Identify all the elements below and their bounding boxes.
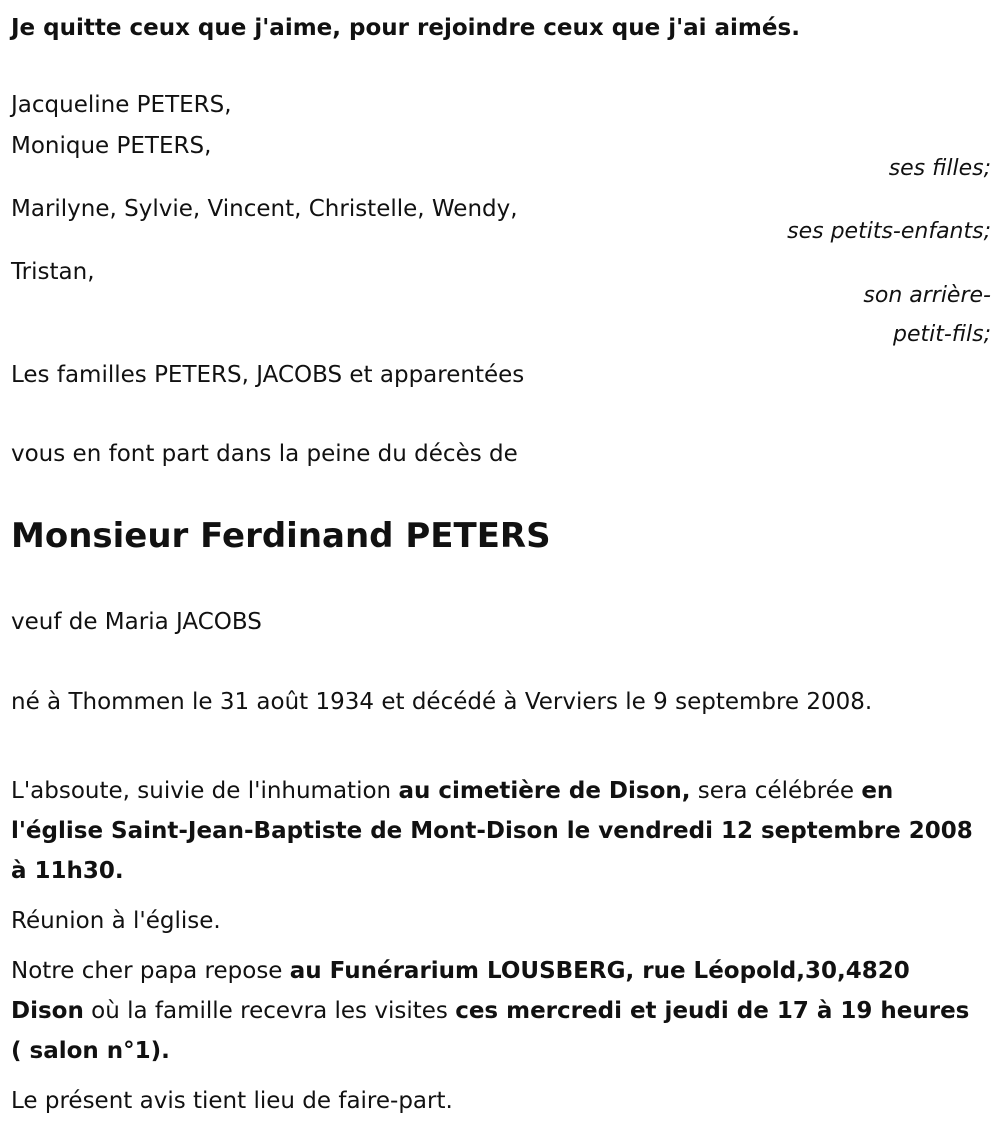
reunion-line: Réunion à l'église. xyxy=(11,908,221,934)
closing-line: Le présent avis tient lieu de faire-part. xyxy=(11,1088,453,1114)
widower-line: veuf de Maria JACOBS xyxy=(11,609,262,635)
ceremony-text-2: sera célébrée xyxy=(690,778,862,804)
visit-text-2: où la famille recevra les visites xyxy=(83,998,456,1024)
daughter-name-2: Monique PETERS, xyxy=(11,133,212,159)
great-grandchild-name: Tristan, xyxy=(11,259,95,285)
daughter-name-1: Jacqueline PETERS, xyxy=(11,92,232,118)
visit-paragraph xyxy=(11,951,986,1071)
daughters-role: ses filles; xyxy=(888,156,991,181)
birth-death-paragraph: né à Thommen le 31 août 1934 et décédé à Verviers le 9 septembre 2008. xyxy=(11,689,873,715)
ceremony-cemetery: au cimetière de Dison, xyxy=(398,778,691,804)
ceremony-church-date: en l'église Saint-Jean-Baptiste de Mont-Dison le vendredi 12 septembre 2008 à 11h30. xyxy=(11,778,973,884)
families-line: Les familles PETERS, JACOBS et apparentées xyxy=(11,362,525,388)
ceremony-text-1: L'absoute, suivie de l'inhumation xyxy=(11,778,399,804)
great-grandchild-role-line2: petit-fils; xyxy=(892,322,991,347)
quote-heading: Je quitte ceux que j'aime, pour rejoindre ceux que j'ai aimés. xyxy=(11,15,800,41)
grandchildren-names: Marilyne, Sylvie, Vincent, Christelle, Wendy, xyxy=(11,196,518,222)
visit-text-1: Notre cher papa repose xyxy=(11,958,290,984)
deceased-name: Monsieur Ferdinand PETERS xyxy=(11,516,551,556)
great-grandchild-role-line1: son arrière- xyxy=(863,283,991,308)
visit-funeral-home: au Funérarium LOUSBERG, rue Léopold,30,4820 Dison xyxy=(11,958,910,1024)
ceremony-paragraph xyxy=(11,771,986,891)
grandchildren-role: ses petits-enfants; xyxy=(787,219,991,244)
visit-hours: ces mercredi et jeudi de 17 à 19 heures ( salon n°1). xyxy=(11,998,970,1064)
announcement-line: vous en font part dans la peine du décès de xyxy=(11,441,518,467)
